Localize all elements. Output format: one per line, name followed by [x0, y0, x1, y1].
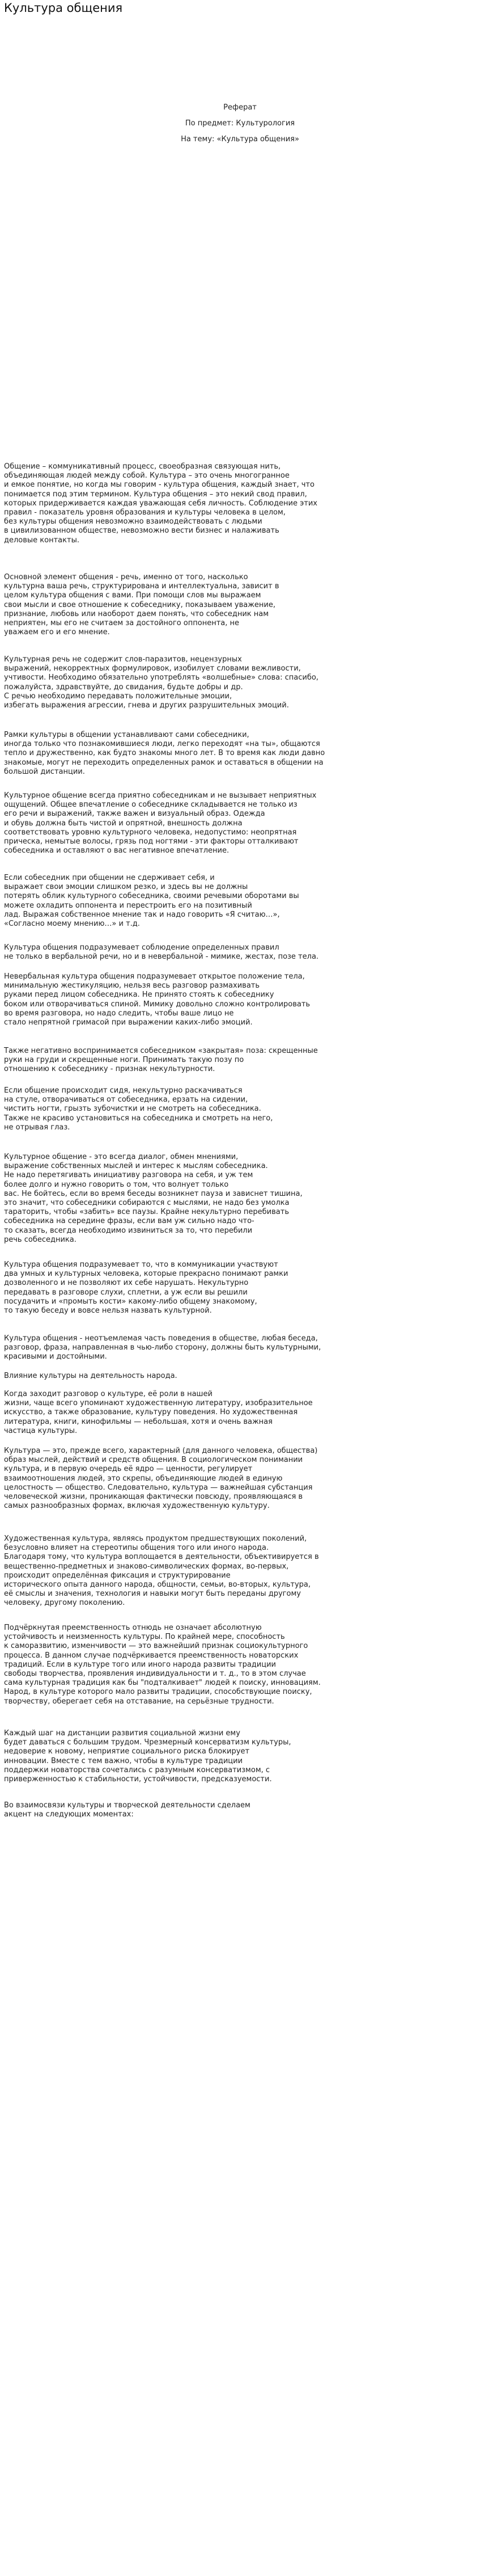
cover-line-report: Реферат — [223, 103, 257, 112]
paragraph-10: Если общение происходит сидя, некультурно раскачиваться на стуле, отворачиваться от собеседника, ерзать на сидении, чистить ногти, грызть зубочистки и не смотреть на собеседника. Также не красиво установиться на собеседника и смотреть на него, не отрывая глаз. — [4, 1086, 273, 1132]
paragraph-2: Основной элемент общения - речь, именно от того, насколько культурна ваша речь, структурирована и интеллектуальна, зависит в целом культура общения с вами. При помощи слов мы выражаем свои мысли и свое отношение к собеседнику, показываем уважение, признание, любовь или наоборот даем понять, что собеседник нам неприятен, мы его не считаем за достойного оппонента, не уважаем его и его мнение. — [4, 573, 279, 637]
paragraph-16: Культура — это, прежде всего, характерный (для данного человека, общества) образ мыслей, действий и средств общения. В социологическом понимании культура, и в первую очередь её ядро — ценности, регулирует взаимоотношения людей, это скрепы, объединяющие людей в единую целостность — общество. Следовательно, культура — важнейшая субстанция человеческой жизни, проникающая фактически повсюду, проявляющаяся в самых разнообразных формах, включая художественную культуру. — [4, 1447, 318, 1511]
cover-line-topic: На тему: «Культура общения» — [181, 135, 299, 144]
paragraph-14: Влияние культуры на деятельность народа. — [4, 1372, 177, 1380]
page-title: Культура общения — [4, 1, 123, 15]
paragraph-5: Культурное общение всегда приятно собеседникам и не вызывает неприятных ощущений. Общее впечатление о собеседнике складывается не только из его речи и выражений, также важен и визуальный образ. Одежда и обувь должна быть чистой и опрятной, внешность должна соответствовать уровню культурного человека, недопустимо: неопрятная прическа, немытые волосы, грязь под ногтями - эти факторы отталкивают собеседника и оставляют о вас негативное впечатление. — [4, 791, 317, 855]
paragraph-20: Во взаимосвязи культуры и творческой деятельности сделаем акцент на следующих моментах: — [4, 1801, 250, 1819]
paragraph-12: Культура общения подразумевает то, что в коммуникации участвуют два умных и культурных человека, которые прекрасно понимают рамки дозволенного и не позволяют их себе нарушать. Некультурно передавать в разговоре слухи, сплетни, а уж если вы решили посудачить и «промыть кости» какому-либо общему знакомому, то такую беседу и вовсе нельзя назвать культурной. — [4, 1260, 288, 1316]
paragraph-3: Культурная речь не содержит слов-паразитов, нецензурных выражений, некорректных формулировок, изобилует словами вежливости, учтивости. Необходимо обязательно употреблять «волшебные» слова: спасибо, пожалуйста, здравствуйте, до свидания, будьте добры и др. С речью необходимо передавать положительные эмоции, избегать выражения агрессии, гнева и других разрушительных эмоций. — [4, 655, 318, 710]
paragraph-15: Когда заходит разговор о культуре, её роли в нашей жизни, чаще всего упоминают художественную литературу, изобразительное искусство, а также образование, культуру поведения. Но художественная литература, книги, кинофильмы — небольшая, хотя и очень важная частица культуры. — [4, 1390, 313, 1435]
paragraph-8: Невербальная культура общения подразумевает открытое положение тела, минимальную жестикуляцию, нельзя весь разговор размахивать руками перед лицом собеседника. Не принято стоять к собеседнику боком или отворачиваться спиной. Мимику довольно сложно контролировать во время разговора, но надо следить, чтобы ваше лицо не стало непрятной гримасой при выражении каких-либо эмоций. — [4, 972, 311, 1027]
paragraph-18: Подчёркнутая преемственность отнюдь не означает абсолютную устойчивость и неизменность культуры. По крайней мере, способность к саморазвитию, изменчивости — это важнейший признак социокультурного процесса. В данном случае подчёркивается преемственность новаторских традиций. Если в культуре того или иного народа развиты традиции свободы творчества, проявления индивидуальности и т. д., то в этом случае сама культурная традиция как бы "подталкивает" людей к поиску, инновациям. Народ, в культуре которого мало развиты традиции, способствующие поиску, творчеству, оберегает себя на отставание, на серьёзные трудности. — [4, 1624, 321, 1706]
paragraph-6: Если собеседник при общении не сдерживает себя, и выражает свои эмоции слишком резко, и здесь вы не должны потерять облик культурного собеседника, своими речевыми оборотами вы можете охладить оппонента и перестроить его на позитивный лад. Выражая собственное мнение так и надо говорить «Я считаю…», «Согласно моему мнению…» и т.д. — [4, 874, 299, 929]
cover-line-subject: По предмет: Культурология — [185, 119, 295, 128]
paragraph-7: Культура общения подразумевает соблюдение определенных правил не только в вербальной речи, но и в невербальной - мимике, жестах, позе тела. — [4, 943, 319, 962]
paragraph-4: Рамки культуры в общении устанавливают сами собеседники, иногда только что познакомившиеся люди, легко переходят «на ты», общаются тепло и дружественно, как будто знакомы много лет. В то время как люди давно знакомые, могут не переходить определенных рамок и оставаться в общении на большой дистанции. — [4, 731, 325, 776]
paragraph-9: Также негативно воспринимается собеседником «закрытая» поза: скрещенные руки на груди и скрещенные ноги. Принимать такую позу по отношению к собеседнику - признак некультурности. — [4, 1047, 318, 1074]
paragraph-1: Общение – коммуникативный процесс, своеобразная связующая нить, объединяющая людей между собой. Культура – это очень многогранное и емкое понятие, но когда мы говорим - культура общения, каждый знает, что понимается под этим термином. Культура общения – это некий свод правил, которых придерживается каждая уважающая себя личность. Соблюдение этих правил - показатель уровня образования и культуры человека в целом, без культуры общения невозможно взаимодействовать с людьми в цивилизованном обществе, невозможно вести бизнес и налаживать деловые контакты. — [4, 462, 317, 545]
paragraph-19: Каждый шаг на дистанции развития социальной жизни ему будет даваться с большим трудом. Чрезмерный консерватизм культуры, недоверие к новому, неприятие социального риска блокирует инновации. Вместе с тем важно, чтобы в культуре традиции поддержки новаторства сочетались с разумным консерватизмом, с приверженностью к стабильности, устойчивости, предсказуемости. — [4, 1729, 291, 1784]
paragraph-17: Художественная культура, являясь продуктом предшествующих поколений, безусловно влияет на стереотипы общения того или иного народа. Благодаря тому, что культура воплощается в деятельности, объективируется в вещественно-предметных и знаково-символических формах, во-первых, происходит определённая фиксация и структурирование исторического опыта данного народа, общности, семьи, во-вторых, культура, её смыслы и значения, технология и навыки могут быть переданы другому человеку, другому поколению. — [4, 1534, 319, 1608]
paragraph-13: Культура общения - неотъемлемая часть поведения в обществе, любая беседа, разговор, фраза, направленная в чью-либо сторону, должны быть культурными, красивыми и достойными. — [4, 1334, 321, 1361]
paragraph-11: Культурное общение - это всегда диалог, обмен мнениями, выражение собственных мыслей и интерес к мыслям собеседника. Не надо перетягивать инициативу разговора на себя, и уж тем более долго и нужно говорить о том, что волнует только вас. Не бойтесь, если во время беседы возникнет пауза и зависнет тишина, это значит, что собеседники собираются с мыслями, не надо без умолка тараторить, чтобы «забить» все паузы. Крайне некультурно перебивать собеседника на середине фразы, если вам уж сильно надо что- то сказать, всегда необходимо извиниться за то, что перебили речь собеседника. — [4, 1153, 303, 1244]
